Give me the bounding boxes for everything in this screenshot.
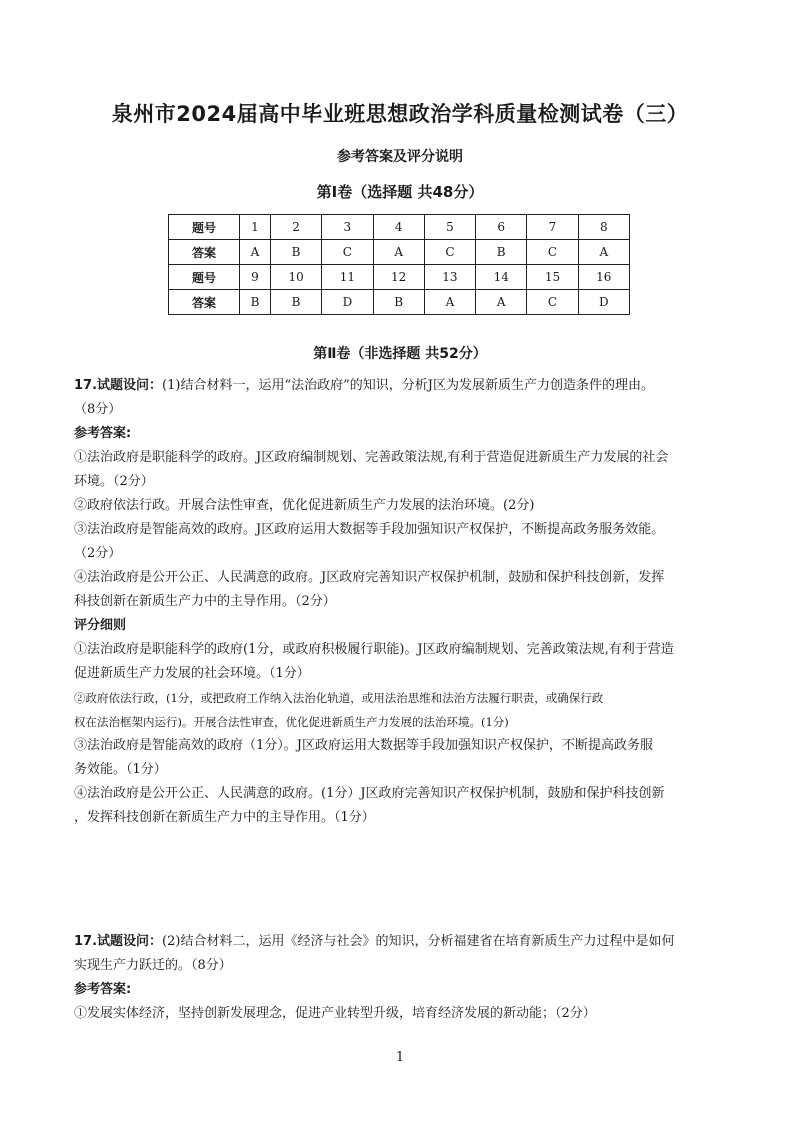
table-cell: 题号 (169, 265, 240, 290)
reference-answer-heading: 参考答案: (74, 982, 132, 997)
table-cell: B (240, 290, 271, 315)
table-cell: B (476, 240, 527, 265)
page-number: 1 (395, 1050, 405, 1065)
detail-line: ②政府依法行政，(1分，或把政府工作纳入法治化轨道，或用法治思维和法治方法履行职责，或确保行政 (74, 691, 604, 705)
section-1-title: 第Ⅰ卷（选择题 共48分） (316, 183, 484, 201)
table-cell: 8 (578, 215, 629, 240)
detail-line: ①法治政府是职能科学的政府(1分，或政府积极履行职能)。J区政府编制规划、完善政策法规,有利于营造 (74, 642, 674, 657)
question-line (74, 930, 734, 954)
question-line (74, 374, 734, 398)
question-17-part-1 (74, 374, 734, 830)
table-cell: 6 (476, 215, 527, 240)
detail-line: 权在法治框架内运行)。开展合法性审查，优化促进新质生产力发展的法治环境。(1分) (74, 715, 509, 729)
section-2-title: 第Ⅱ卷（非选择题 共52分） (313, 346, 487, 362)
table-cell: B (270, 290, 321, 315)
table-cell: 16 (578, 265, 629, 290)
answer-line: ③法治政府是智能高效的政府。J区政府运用大数据等手段加强知识产权保护，不断提高政务服务效能。 (74, 522, 665, 537)
question-line: （8分） (74, 402, 122, 417)
answer-line: （2分） (74, 546, 122, 561)
question-text: (1)结合材料一，运用“法治政府”的知识，分析J区为发展新质生产力创造条件的理由。 (162, 378, 654, 393)
table-row (169, 290, 630, 315)
exam-title: 泉州市2024届高中毕业班思想政治学科质量检测试卷（三） (111, 102, 689, 126)
table-cell: D (578, 290, 629, 315)
table-row (169, 265, 630, 290)
table-cell: 5 (424, 215, 475, 240)
table-cell: 9 (240, 265, 271, 290)
table-cell: 3 (322, 215, 373, 240)
answer-table (168, 214, 630, 315)
question-line: 实现生产力跃迁的。（8分） (74, 958, 232, 973)
table-cell: 2 (270, 215, 321, 240)
detail-line: 务效能。（1分） (74, 762, 167, 777)
table-row (169, 240, 630, 265)
answer-line: ②政府依法行政。开展合法性审查，优化促进新质生产力发展的法治环境。(2分) (74, 498, 535, 513)
reference-answer-heading: 参考答案: (74, 426, 132, 441)
table-cell: C (527, 240, 578, 265)
detail-line: 促进新质生产力发展的社会环境。（1分） (74, 666, 310, 681)
question-17-part-2 (74, 930, 734, 1026)
table-cell: B (270, 240, 321, 265)
answer-line: ①法治政府是职能科学的政府。J区政府编制规划、完善政策法规,有利于营造促进新质生产力发展的社会 (74, 450, 669, 465)
detail-line: ④法治政府是公开公正、人民满意的政府。(1分）J区政府完善知识产权保护机制，鼓励和保护科技创新 (74, 786, 665, 801)
table-cell: B (373, 290, 424, 315)
table-cell: A (424, 290, 475, 315)
answer-line: 科技创新在新质生产力中的主导作用。（2分） (74, 594, 336, 609)
detail-line: ③法治政府是智能高效的政府（1分）。J区政府运用大数据等手段加强知识产权保护，不断提高政务服 (74, 738, 653, 753)
table-cell: 4 (373, 215, 424, 240)
table-cell: 10 (270, 265, 321, 290)
table-cell: C (424, 240, 475, 265)
table-cell: 7 (527, 215, 578, 240)
table-cell: D (322, 290, 373, 315)
table-cell: 11 (322, 265, 373, 290)
table-cell: C (322, 240, 373, 265)
table-cell: 答案 (169, 240, 240, 265)
table-row (169, 215, 630, 240)
table-cell: 15 (527, 265, 578, 290)
table-cell: A (578, 240, 629, 265)
question-label: 17.试题设问： (74, 378, 163, 393)
table-cell: A (476, 290, 527, 315)
table-cell: 14 (476, 265, 527, 290)
detail-line: ，发挥科技创新在新质生产力中的主导作用。（1分） (74, 810, 375, 825)
table-cell: 题号 (169, 215, 240, 240)
question-label: 17.试题设问： (74, 934, 163, 949)
table-cell: 12 (373, 265, 424, 290)
answer-line: ①发展实体经济，坚持创新发展理念，促进产业转型升级，培育经济发展的新动能；（2分） (74, 1006, 596, 1021)
table-cell: 1 (240, 215, 271, 240)
table-cell: A (373, 240, 424, 265)
answer-line: 环境。（2分） (74, 474, 154, 489)
table-cell: 答案 (169, 290, 240, 315)
answer-line: ④法治政府是公开公正、人民满意的政府。J区政府完善知识产权保护机制，鼓励和保护科技创新，发挥 (74, 570, 665, 585)
table-cell: 13 (424, 265, 475, 290)
scoring-detail-heading: 评分细则 (74, 618, 127, 633)
table-cell: A (240, 240, 271, 265)
exam-subtitle: 参考答案及评分说明 (337, 149, 463, 165)
question-text: (2)结合材料二，运用《经济与社会》的知识，分析福建省在培育新质生产力过程中是如何 (162, 934, 675, 949)
table-cell: C (527, 290, 578, 315)
